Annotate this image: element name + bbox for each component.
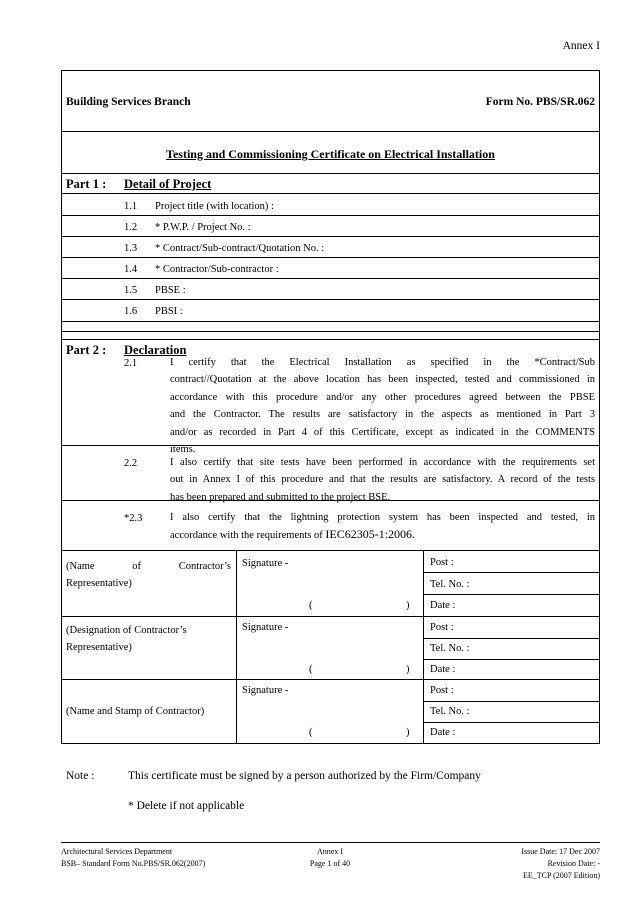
divider [423,638,600,639]
contractor-rep-name-label: (Name of Contractor’s Representative) [66,561,231,589]
divider [61,257,600,258]
divider [61,278,600,279]
footer-center: Annex I Page 1 of 40 [309,847,351,868]
post-label: Post : [430,557,454,568]
item-number: 1.5 [124,285,138,296]
project-detail-field: * Contract/Sub-contract/Quotation No. : [155,243,325,254]
item-number: *2.3 [124,513,143,524]
divider [61,299,600,300]
project-detail-field: Project title (with location) : [155,201,274,212]
item-number: 2.2 [124,458,138,469]
paren-open: ( [309,664,313,675]
note-label: Note : [66,770,95,782]
declaration-2-3: I also certify that the lightning protection system has been inspected and tested, in accordance with the requirements of IEC62305-1:2006. [170,512,595,542]
table-border-right [599,70,600,743]
annex-label: Annex I [562,40,600,52]
footer-rule [61,842,600,843]
divider [61,616,600,617]
certificate-title: Testing and Commissioning Certificate on Electrical Installation [166,147,495,161]
post-label: Post : [430,685,454,696]
divider [423,722,600,723]
divider [61,193,600,194]
tel-label: Tel. No. : [430,643,470,654]
divider [423,550,424,743]
paren-close: ) [406,727,410,738]
divider [61,215,600,216]
date-label: Date : [430,664,456,675]
project-detail-field: * P.W.P. / Project No. : [155,222,251,233]
paren-close: ) [406,664,410,675]
item-number: 1.3 [124,243,138,254]
table-border-left [61,70,62,743]
divider [423,659,600,660]
item-number: 1.2 [124,222,138,233]
divider [236,550,237,743]
branch-name: Building Services Branch [66,96,191,108]
table-border-top [61,70,600,71]
signature-label: Signature - [242,685,289,696]
delete-note: * Delete if not applicable [128,800,245,812]
form-number: Form No. PBS/SR.062 [485,96,595,108]
table-border-bottom [61,743,600,744]
divider [61,339,600,340]
post-label: Post : [430,622,454,633]
item-number: 2.1 [124,358,138,369]
divider [423,701,600,702]
footer-right: Issue Date: 17 Dec 2007 Revision Date: - EE_TCP (2007 Edition) [521,847,600,880]
item-number: 1.4 [124,264,138,275]
project-detail-field: PBSI : [155,306,183,317]
item-number: 1.6 [124,306,138,317]
part2-label: Part 2 : [66,343,107,357]
tel-label: Tel. No. : [430,706,470,717]
part2-heading: Declaration [124,343,187,357]
divider [61,236,600,237]
divider [61,173,600,174]
divider [61,679,600,680]
signature-label: Signature - [242,558,289,569]
paren-open: ( [309,600,313,611]
item-number: 1.1 [124,201,138,212]
divider [61,321,600,322]
project-detail-field: * Contractor/Sub-contractor : [155,264,279,275]
divider [61,550,600,551]
part1-label: Part 1 : [66,177,107,191]
note-text: This certificate must be signed by a person authorized by the Firm/Company [128,770,481,782]
divider [61,331,600,332]
tel-label: Tel. No. : [430,579,470,590]
project-detail-field: PBSE : [155,285,186,296]
contractor-rep-designation-label: (Designation of Contractor’s Representative) [66,625,187,653]
contractor-stamp-label: (Name and Stamp of Contractor) [66,706,205,717]
footer-left: Architectural Services Department BSB– Standard Form No.PBS/SR.062(2007) [61,847,206,868]
signature-label: Signature - [242,622,289,633]
declaration-2-1: I certify that the Electrical Installation as specified in the *Contract/Sub contract//Quotation at the above location has been inspected, tested and commissioned in accordance with this procedure and/or any other procedures agreed between the PBSE and the Contractor. The results are satisfactory in the aspects as mentioned in Part 3 and/or as recorded in Part 4 of this Certificate, except as indicated in the COMMENTS items. [170,357,595,456]
date-label: Date : [430,600,456,611]
divider [423,572,600,573]
declaration-2-2: I also certify that site tests have been performed in accordance with the requirements set out in Annex I of this procedure and that the results are satisfactory. A record of the tests has been prepared and submitted to the project BSE. [170,457,595,503]
divider [423,594,600,595]
paren-close: ) [406,600,410,611]
date-label: Date : [430,727,456,738]
part1-heading: Detail of Project [124,177,212,191]
paren-open: ( [309,727,313,738]
divider [61,131,600,132]
